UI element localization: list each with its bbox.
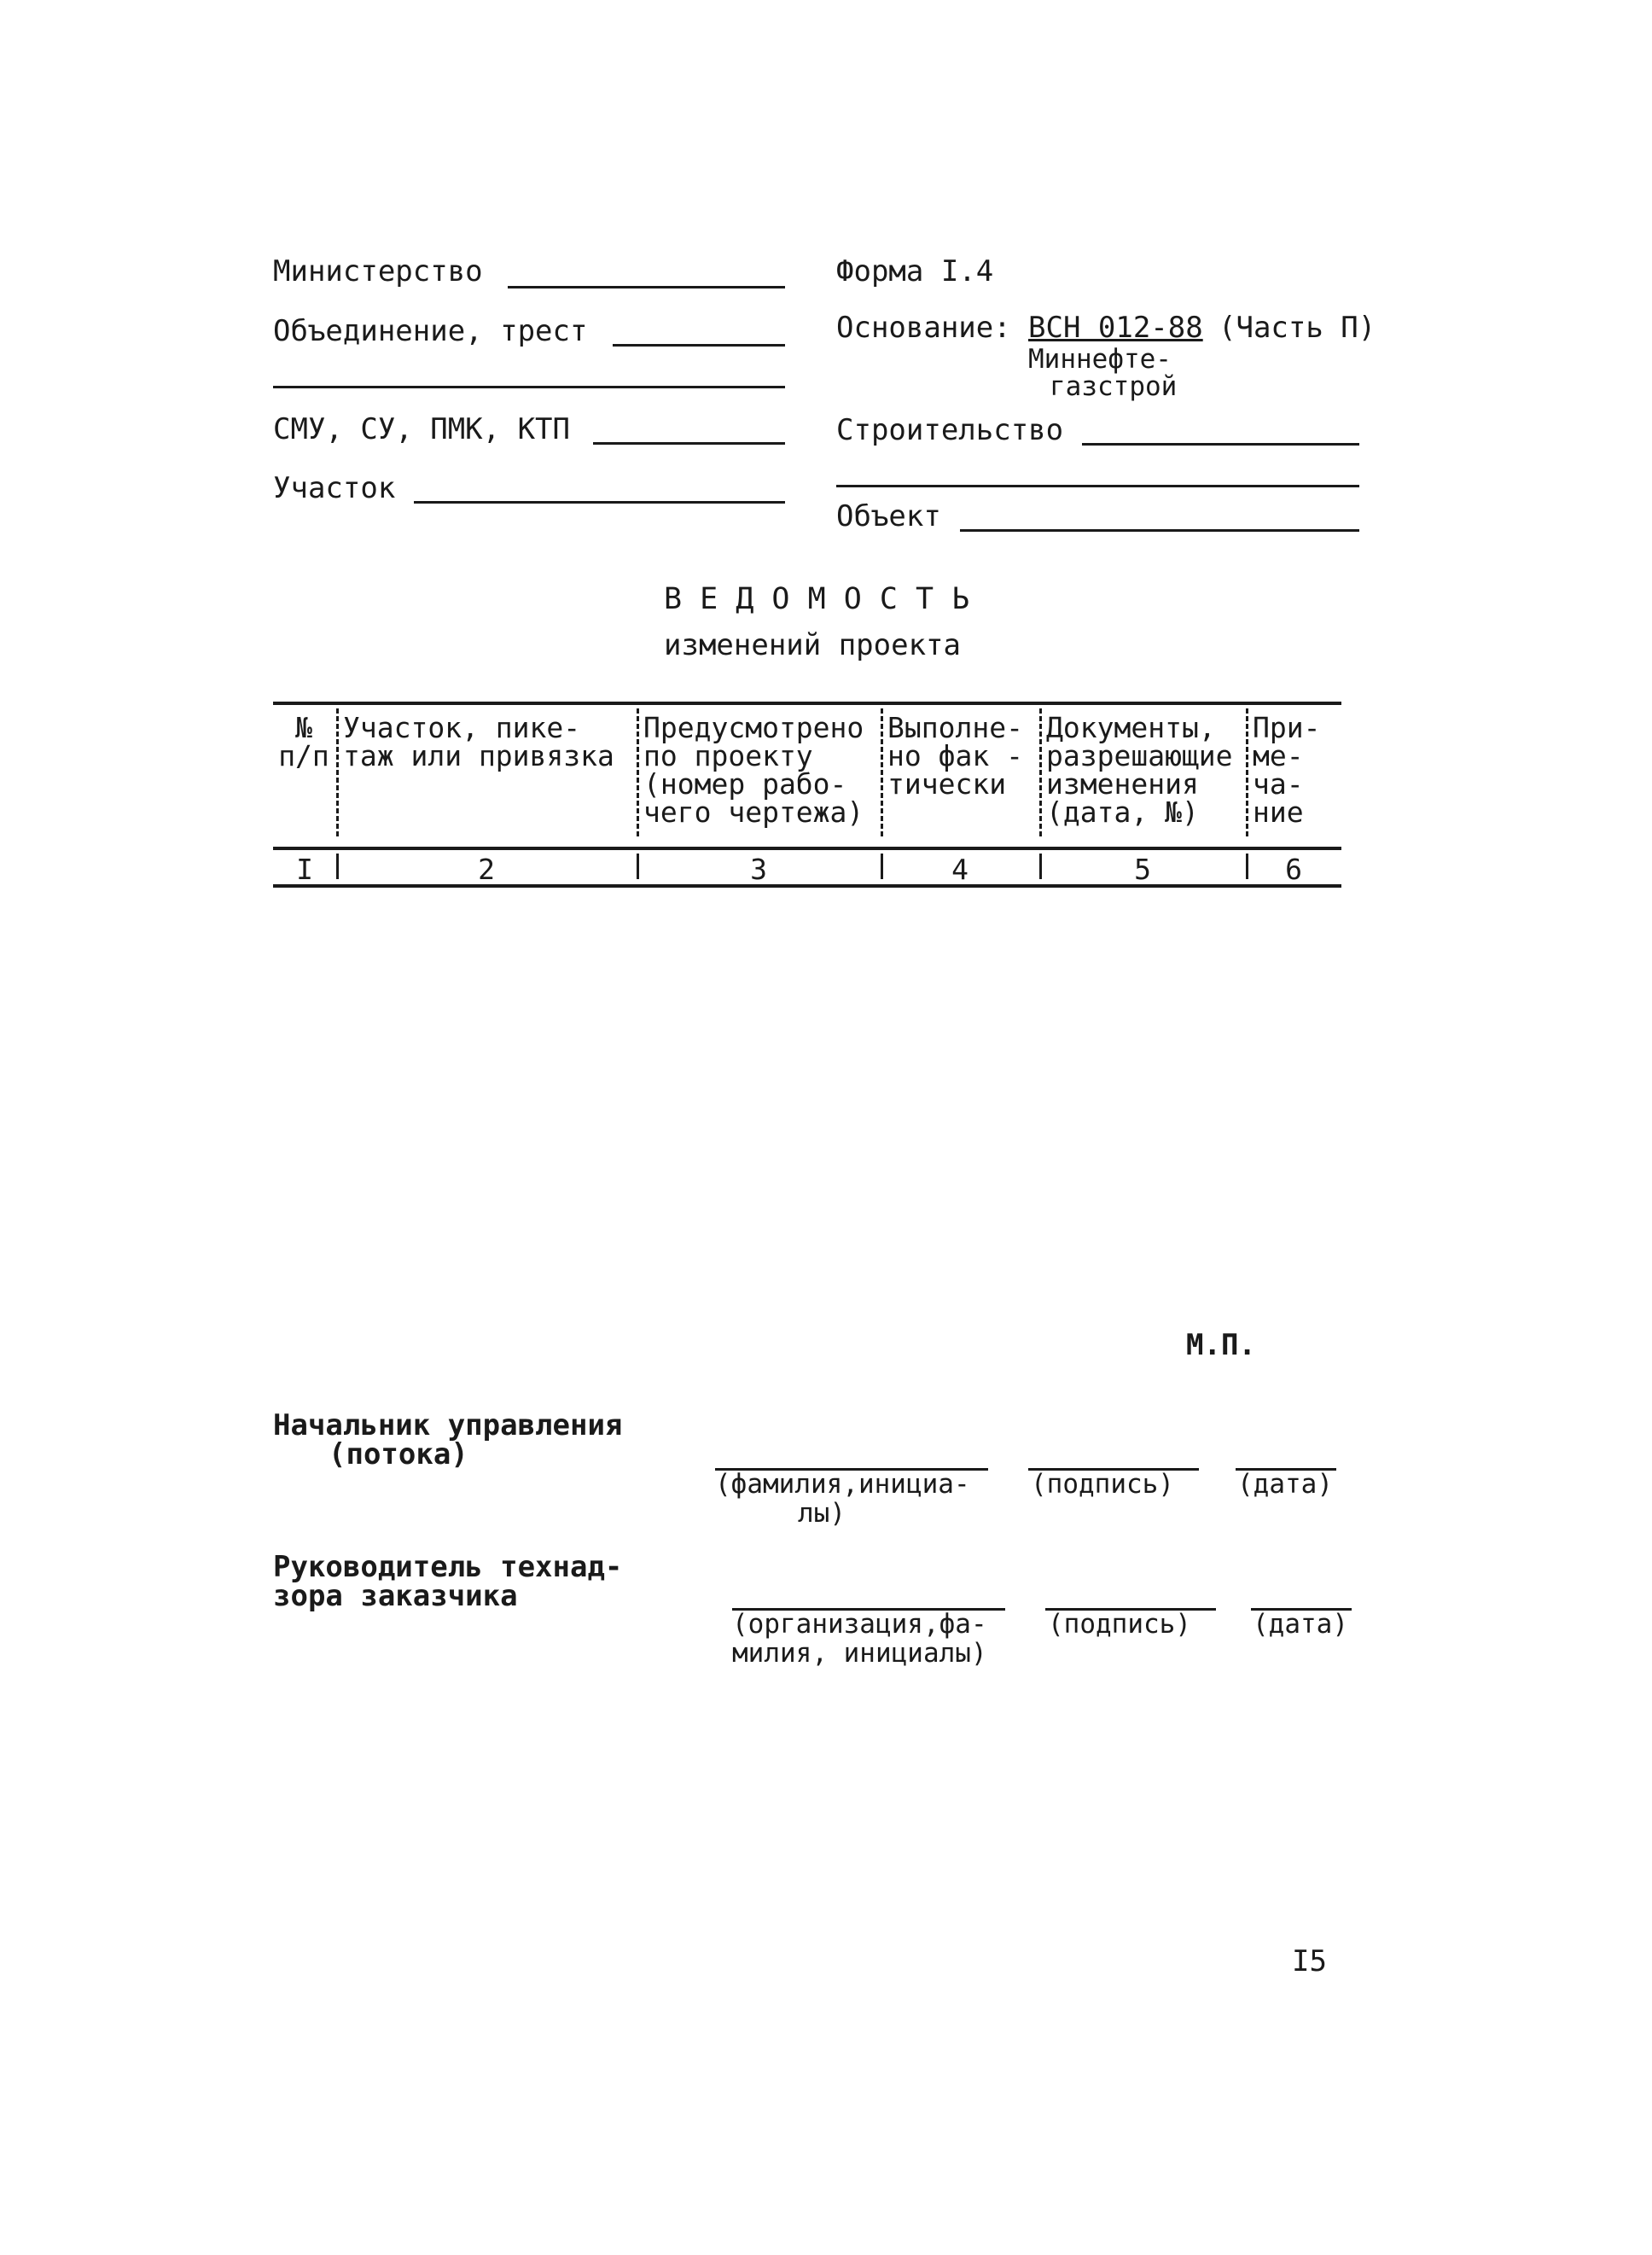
col-divider (1246, 708, 1248, 836)
header-actual: Выполне- но фак - тически (887, 711, 1023, 801)
object-field-line (960, 529, 1359, 532)
table-top-rule (273, 702, 1341, 705)
column-number: 4 (951, 853, 969, 886)
supervisor-name-caption-line1: (организация,фа- (732, 1609, 987, 1640)
chief-title-line2: (потока) (329, 1437, 468, 1471)
document-title: В Е Д О М О С Т Ь (664, 582, 970, 616)
section-field-line (414, 501, 785, 504)
association-field-line-2 (273, 386, 785, 388)
construction-label: Строительство (836, 413, 1064, 447)
table-header-rule (273, 847, 1341, 850)
col-divider (637, 708, 639, 836)
header-number: № п/п (278, 711, 329, 772)
header-planned: Предусмотрено по проекту (номер рабо- чего чертежа) (643, 711, 864, 829)
header-section: Участок, пике- таж или привязка (343, 711, 614, 772)
ministry-label: Министерство (273, 254, 483, 288)
smu-label: СМУ, СУ, ПМК, КТП (273, 412, 570, 446)
header-documents: Документы, разрешающие изменения (дата, №) (1046, 711, 1233, 829)
chief-name-caption-line1: (фамилия,инициа- (715, 1469, 970, 1500)
basis-doc: ВСН 012-88 (1028, 311, 1203, 345)
basis-org-line1: Миннефте- (1028, 344, 1172, 375)
col-divider (1039, 708, 1042, 836)
supervisor-title-line1: Руководитель технад- (273, 1550, 623, 1584)
supervisor-title-line2: зора заказчика (273, 1579, 518, 1613)
section-label: Участок (273, 471, 396, 505)
chief-date-caption: (дата) (1237, 1469, 1333, 1500)
construction-field-line (1082, 443, 1359, 446)
object-label: Объект (836, 499, 941, 533)
column-number: I (296, 853, 313, 886)
supervisor-signature-caption: (подпись) (1048, 1609, 1191, 1640)
header-notes: При- ме- ча- ние (1253, 711, 1321, 829)
chief-name-caption-line2: лы) (798, 1498, 846, 1529)
basis-part: (Часть П) (1219, 311, 1376, 345)
page-number: I5 (1292, 1944, 1327, 1978)
column-number: 6 (1285, 853, 1302, 886)
col-divider (881, 708, 883, 836)
chief-signature-caption: (подпись) (1031, 1469, 1174, 1500)
column-number: 5 (1134, 853, 1151, 886)
smu-field-line (593, 442, 785, 445)
construction-field-line-2 (836, 485, 1359, 487)
form-label: Форма I.4 (836, 254, 994, 288)
basis-org-line2: газстрой (1050, 371, 1178, 402)
supervisor-name-caption-line2: милия, инициалы) (732, 1638, 987, 1669)
changes-table (273, 702, 1341, 898)
chief-title-line1: Начальник управления (273, 1408, 623, 1442)
col-divider (336, 708, 339, 836)
column-number: 3 (750, 853, 767, 886)
association-label: Объединение, трест (273, 314, 588, 348)
document-subtitle: изменений проекта (664, 628, 961, 662)
basis-label: Основание: (836, 311, 1011, 345)
stamp-mark: М.П. (1186, 1328, 1256, 1362)
table-bottom-rule (273, 884, 1341, 888)
column-number: 2 (478, 853, 495, 886)
ministry-field-line (508, 286, 785, 288)
supervisor-date-caption: (дата) (1253, 1609, 1348, 1640)
association-field-line (613, 344, 785, 347)
